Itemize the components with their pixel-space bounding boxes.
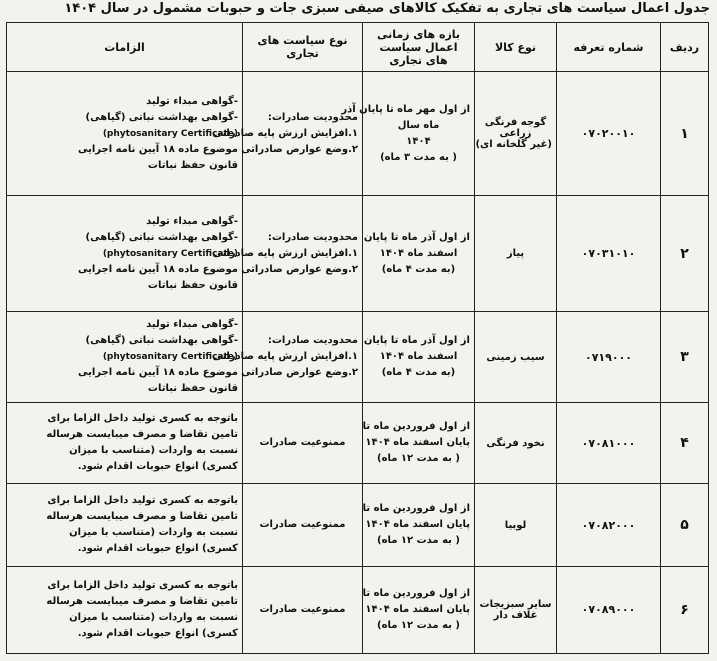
cell-row-number: ۶: [661, 566, 709, 653]
goods-line: نخود فرنگی: [486, 437, 545, 449]
period-line: پایان اسفند ماه ۱۴۰۴: [365, 437, 470, 449]
table-row: [7, 403, 709, 484]
cell-row-number: ۵: [661, 484, 709, 567]
requirements-line: موضوع ماده ۱۸ آیین نامه اجرایی: [77, 143, 238, 155]
period-line: پایان اسفند ماه ۱۴۰۴: [365, 519, 470, 531]
requirements-line: باتوجه به کسری تولید داخل الزاما برای: [47, 413, 238, 425]
cell-tariff-number: ۰۷۰۸۱۰۰۰: [557, 403, 661, 484]
cell-tariff-number: ۰۷۰۸۹۰۰۰: [557, 566, 661, 653]
period-line: اسفند ماه ۱۴۰۴: [379, 351, 458, 363]
requirements-line: تامین تقاضا و مصرف میبایست هرساله: [46, 595, 238, 607]
requirements-line: کسری) انواع حبوبات اقدام شود.: [77, 543, 238, 555]
requirements-line: -گواهی بهداشت نباتی (گیاهی): [85, 231, 238, 243]
requirements-line: کسری) انواع حبوبات اقدام شود.: [77, 627, 238, 639]
policy-line: محدودیت صادرات:: [267, 335, 358, 347]
period-line: از اول فروردین ماه تا: [362, 503, 470, 515]
header-period: بازه های زمانی اعمال سیاست های تجاری: [363, 23, 475, 72]
cell-row-number: ۳: [661, 312, 709, 403]
cell-requirements: [7, 312, 243, 403]
cell-requirements: [7, 403, 243, 484]
header-tariff: شماره تعرفه: [557, 23, 661, 72]
policy-line: ممنوعیت صادرات: [259, 603, 346, 615]
requirements-line: -گواهی مبداء تولید: [146, 95, 238, 107]
requirements-line: (phytosanitary Certificate): [102, 248, 238, 259]
header-goods: نوع کالا: [475, 23, 557, 72]
period-line: پایان اسفند ماه ۱۴۰۴: [365, 603, 470, 615]
policy-line: محدودیت صادرات:: [267, 231, 358, 243]
cell-period: [363, 312, 475, 403]
goods-line: سیب زمینی: [486, 351, 545, 363]
cell-goods: [475, 72, 557, 196]
requirements-line: کسری) انواع حبوبات اقدام شود.: [77, 461, 238, 473]
requirements-line: تامین تقاضا و مصرف میبایست هرساله: [46, 429, 238, 441]
trade-policy-table: [6, 22, 709, 654]
cell-goods: [475, 484, 557, 567]
period-line: از اول آذر ماه تا پایان: [363, 231, 470, 243]
cell-policy: [243, 566, 363, 653]
requirements-line: (phytosanitary Certificate): [102, 128, 238, 139]
period-line: از اول مهر ماه تا پایان آذر: [341, 103, 470, 115]
goods-line: (غیر گلخانه ای): [475, 139, 552, 151]
cell-row-number: ۱: [661, 72, 709, 196]
policy-line: ۲.وضع عوارض صادراتی: [241, 143, 358, 155]
cell-period: [363, 484, 475, 567]
requirements-line: نسبت به واردات (متناسب با میزان: [69, 445, 238, 457]
goods-line: لوبیا: [504, 519, 527, 531]
requirements-line: (phytosanitary Certificate): [102, 352, 238, 363]
requirements-line: موضوع ماده ۱۸ آیین نامه اجرایی: [77, 263, 238, 275]
period-line: از اول آذر ماه تا پایان: [363, 335, 470, 347]
policy-line: محدودیت صادرات:: [267, 111, 358, 123]
requirements-line: نسبت به واردات (متناسب با میزان: [69, 527, 238, 539]
header-row-number: ردیف: [661, 23, 709, 72]
cell-tariff-number: ۰۷۰۲۰۰۱۰: [557, 72, 661, 196]
requirements-line: قانون حفظ نباتات: [147, 279, 238, 291]
cell-goods: [475, 196, 557, 312]
cell-policy: [243, 403, 363, 484]
policy-line: ۱.افزایش ارزش پایه صادراتی: [212, 127, 358, 139]
cell-period: [341, 72, 475, 196]
cell-goods: [475, 403, 557, 484]
requirements-line: -گواهی بهداشت نباتی (گیاهی): [85, 111, 238, 123]
requirements-line: باتوجه به کسری تولید داخل الزاما برای: [47, 579, 238, 591]
cell-row-number: ۲: [661, 196, 709, 312]
header-policy: نوع سیاست های تجاری: [243, 23, 363, 72]
policy-line: ۲.وضع عوارض صادراتی: [241, 263, 358, 275]
table-title: جدول اعمال سیاست های تجاری به تفکیک کالاهای صیفی سبزی جات و حبوبات مشمول در سال ۱۴۰۴: [64, 1, 710, 16]
period-line: (به مدت ۴ ماه): [381, 367, 456, 379]
period-line: (به مدت ۴ ماه): [381, 263, 456, 275]
cell-goods: [475, 566, 557, 653]
table-row: [7, 312, 709, 403]
period-line: ماه سال: [397, 119, 440, 131]
goods-line: غلاف دار: [493, 609, 538, 621]
policy-line: ۱.افزایش ارزش پایه صادراتی: [212, 351, 358, 363]
requirements-line: -گواهی بهداشت نباتی (گیاهی): [85, 335, 238, 347]
cell-period: [363, 196, 475, 312]
cell-requirements: [7, 196, 243, 312]
cell-requirements: [7, 72, 243, 196]
table-row: [7, 484, 709, 567]
policy-line: ۲.وضع عوارض صادراتی: [241, 367, 358, 379]
requirements-line: قانون حفظ نباتات: [147, 159, 238, 171]
cell-tariff-number: ۰۷۱۹۰۰۰: [557, 312, 661, 403]
policy-line: ۱.افزایش ارزش پایه صادراتی: [212, 247, 358, 259]
policy-line: ممنوعیت صادرات: [259, 437, 346, 449]
table-row: [7, 566, 709, 653]
cell-goods: [475, 312, 557, 403]
requirements-line: نسبت به واردات (متناسب با میزان: [69, 611, 238, 623]
cell-policy: [212, 72, 363, 196]
requirements-line: -گواهی مبداء تولید: [146, 319, 238, 331]
period-line: اسفند ماه ۱۴۰۴: [379, 247, 458, 259]
policy-line: ممنوعیت صادرات: [259, 519, 346, 531]
cell-period: [363, 403, 475, 484]
cell-tariff-number: ۰۷۰۸۲۰۰۰: [557, 484, 661, 567]
requirements-line: -گواهی مبداء تولید: [146, 215, 238, 227]
cell-policy: [212, 312, 363, 403]
cell-row-number: ۴: [661, 403, 709, 484]
cell-requirements: [7, 566, 243, 653]
cell-period: [363, 566, 475, 653]
period-line: ۱۴۰۴: [406, 135, 431, 147]
goods-line: گوجه فرنگی: [484, 117, 547, 129]
goods-line: پیاز: [506, 248, 525, 260]
period-line: ( به مدت ۳ ماه): [380, 151, 457, 163]
goods-line: زراعی: [499, 128, 532, 140]
goods-line: سایر سبزیجات: [479, 598, 552, 610]
period-line: از اول فروردین ماه تا: [362, 587, 470, 599]
header-row: [7, 23, 709, 72]
requirements-line: قانون حفظ نباتات: [147, 383, 238, 395]
cell-tariff-number: ۰۷۰۳۱۰۱۰: [557, 196, 661, 312]
period-line: از اول فروردین ماه تا: [362, 421, 470, 433]
period-line: ( به مدت ۱۲ ماه): [377, 535, 460, 547]
requirements-line: باتوجه به کسری تولید داخل الزاما برای: [47, 495, 238, 507]
table-row: [7, 196, 709, 312]
period-line: ( به مدت ۱۲ ماه): [377, 619, 460, 631]
header-requirements: الزامات: [7, 23, 243, 72]
cell-policy: [212, 196, 363, 312]
requirements-line: تامین تقاضا و مصرف میبایست هرساله: [46, 511, 238, 523]
cell-requirements: [7, 484, 243, 567]
cell-policy: [243, 484, 363, 567]
requirements-line: موضوع ماده ۱۸ آیین نامه اجرایی: [77, 367, 238, 379]
period-line: ( به مدت ۱۲ ماه): [377, 453, 460, 465]
table-row: [7, 72, 709, 196]
